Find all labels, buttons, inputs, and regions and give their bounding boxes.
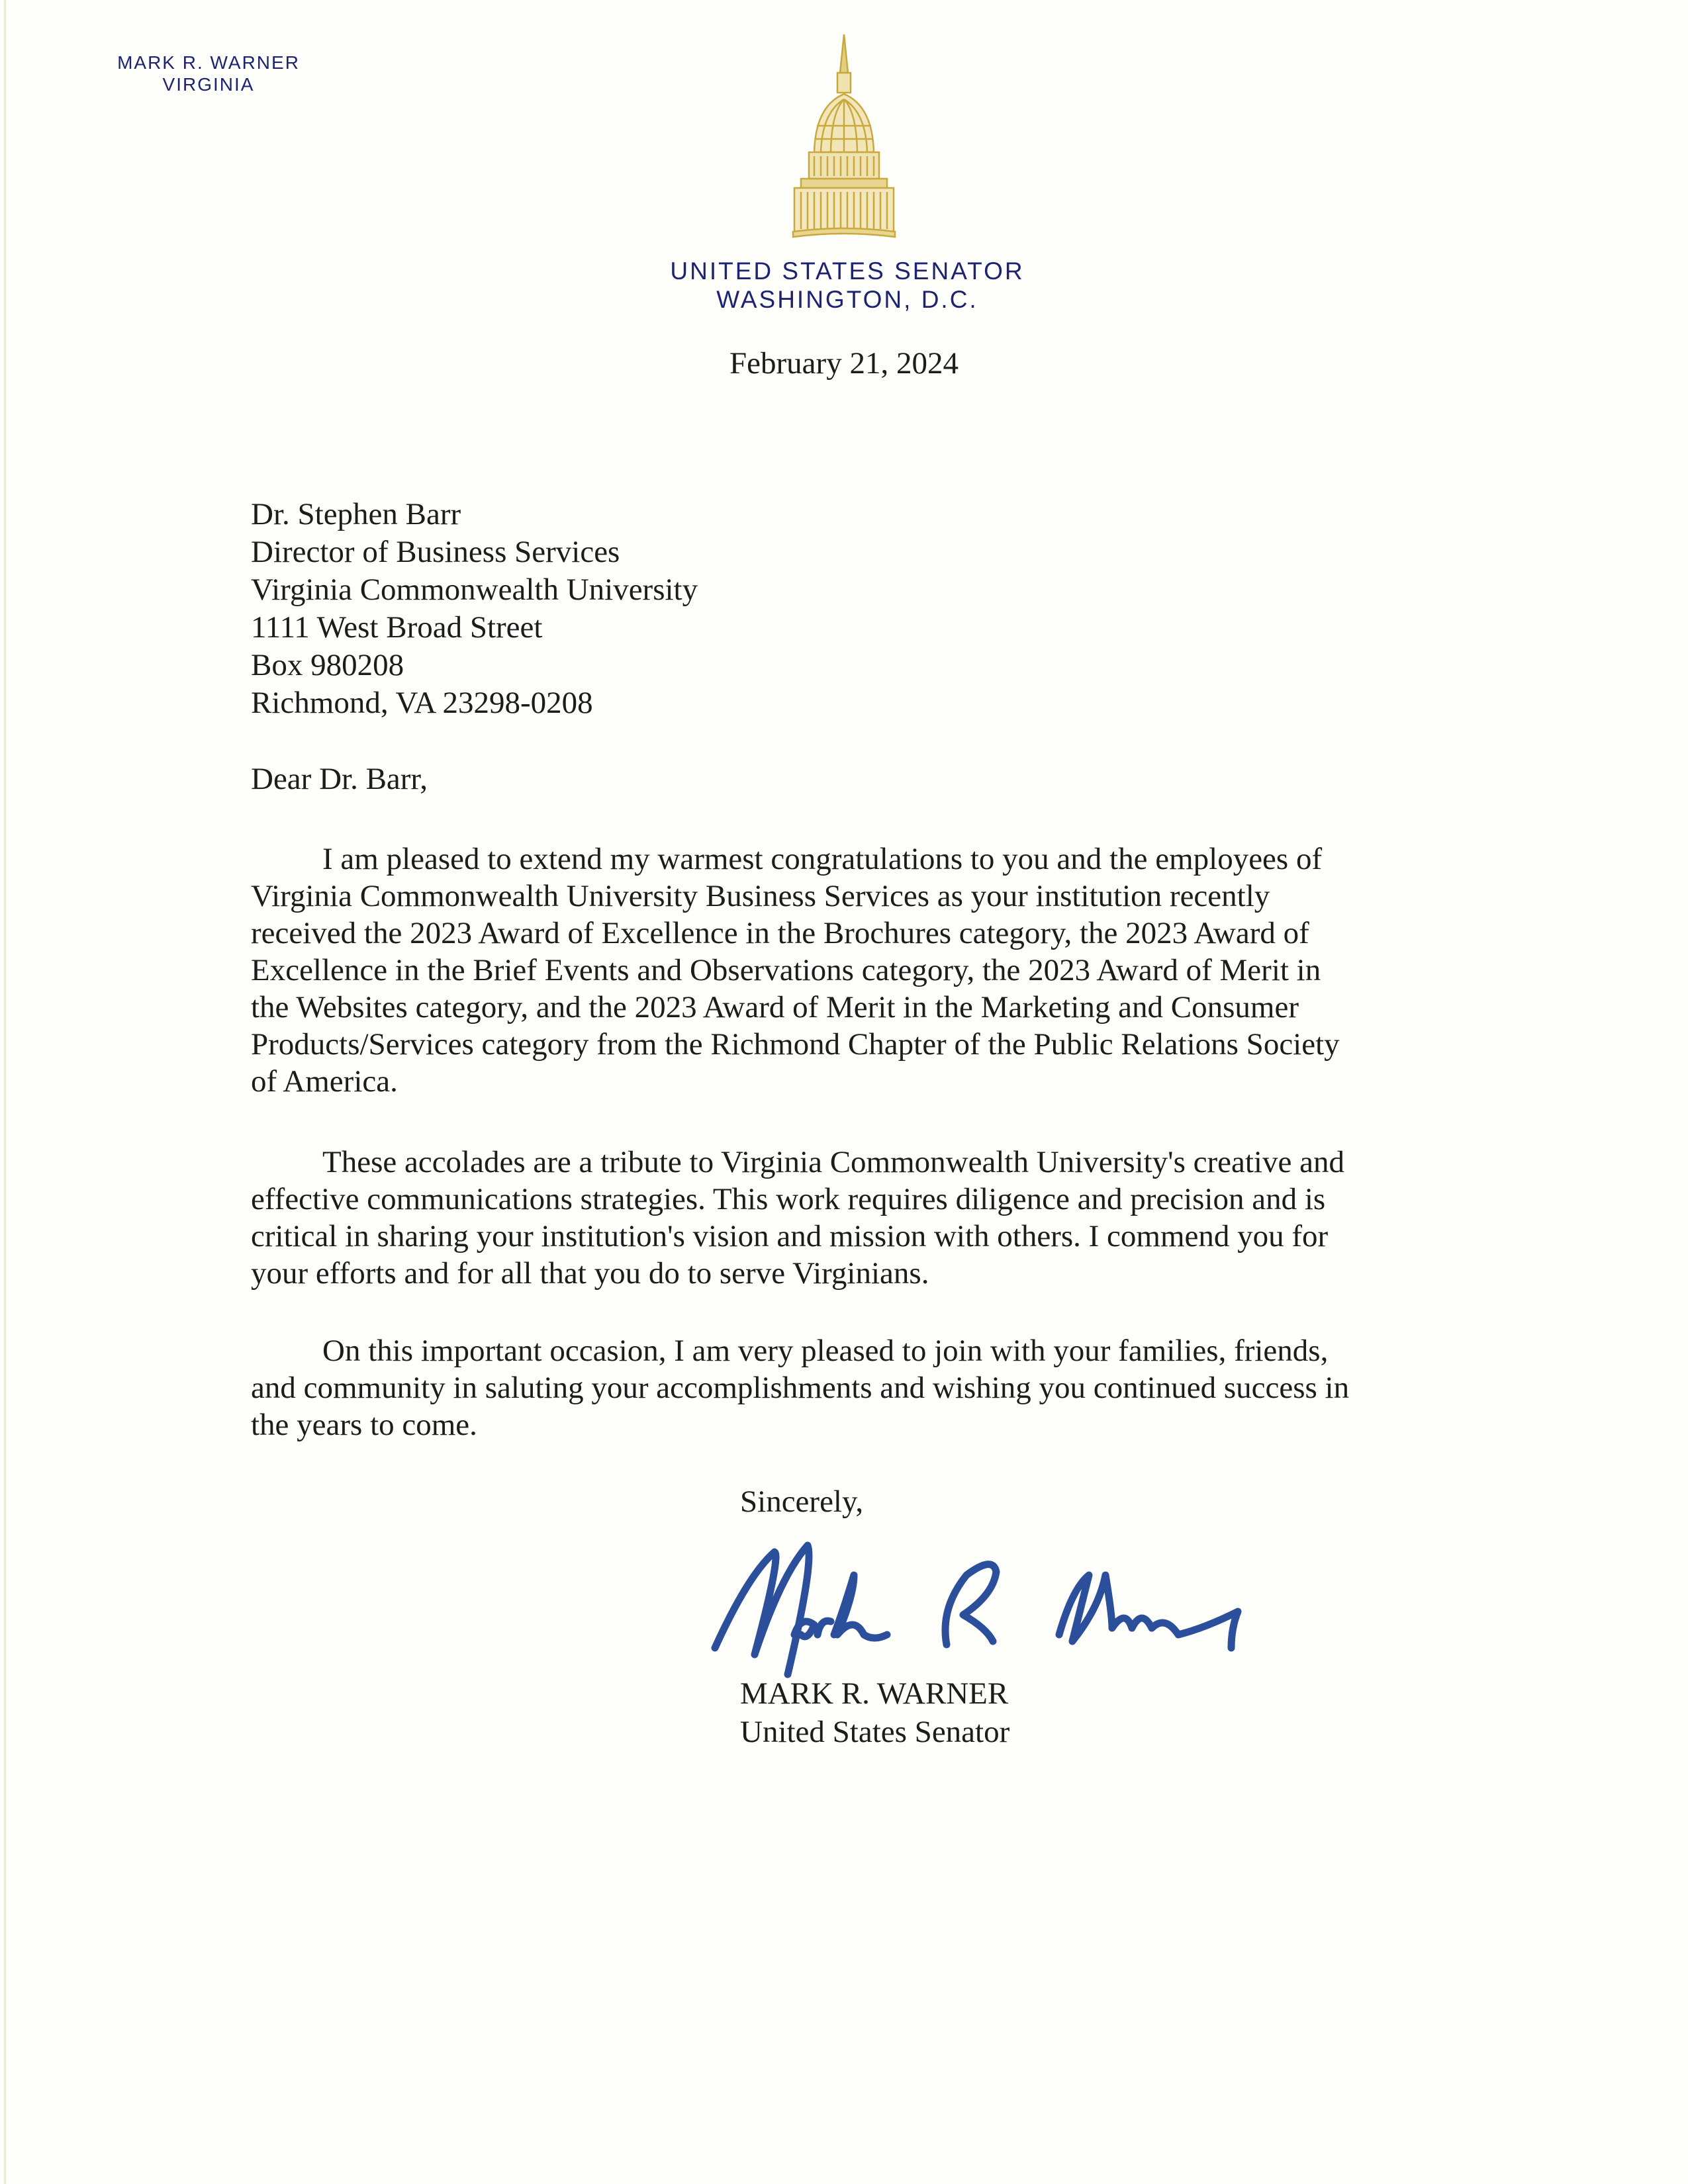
paragraph-line: Products/Services category from the Richmond Chapter of the Public Relations Society bbox=[251, 1027, 1340, 1062]
address-line: 1111 West Broad Street bbox=[251, 610, 543, 645]
letter-date: February 21, 2024 bbox=[729, 346, 959, 381]
address-line: Box 980208 bbox=[251, 648, 404, 682]
body-paragraph-2 bbox=[251, 1144, 1344, 1292]
signer-name: MARK R. WARNER bbox=[740, 1676, 1009, 1711]
body-paragraph-3 bbox=[251, 1332, 1349, 1443]
paragraph-line: I am pleased to extend my warmest congratulations to you and the employees of bbox=[322, 842, 1323, 876]
letterhead-left bbox=[99, 52, 318, 95]
signature-block bbox=[740, 1674, 1009, 1751]
address-line: Dr. Stephen Barr bbox=[251, 497, 461, 531]
letterhead-state: VIRGINIA bbox=[162, 74, 255, 95]
closing: Sincerely, bbox=[740, 1484, 864, 1519]
paragraph-line: received the 2023 Award of Excellence in the Brochures category, the 2023 Award of bbox=[251, 916, 1309, 950]
letterhead-center bbox=[583, 257, 1112, 314]
letterhead-location: WASHINGTON, D.C. bbox=[716, 286, 978, 313]
address-line: Director of Business Services bbox=[251, 535, 620, 569]
paragraph-line: the years to come. bbox=[251, 1408, 477, 1442]
body-paragraph-1 bbox=[251, 841, 1340, 1100]
recipient-address bbox=[251, 496, 698, 722]
paragraph-line: the Websites category, and the 2023 Award of Merit in the Marketing and Consumer bbox=[251, 990, 1299, 1024]
paragraph-line: critical in sharing your institution's vision and mission with others. I commend you for bbox=[251, 1219, 1329, 1253]
paragraph-line: Virginia Commonwealth University Business Services as your institution recently bbox=[251, 879, 1270, 913]
paragraph-line: Excellence in the Brief Events and Observations category, the 2023 Award of Merit in bbox=[251, 953, 1321, 987]
letterhead-senator-name: MARK R. WARNER bbox=[117, 52, 300, 73]
signature-image bbox=[702, 1535, 1284, 1681]
paragraph-line: These accolades are a tribute to Virginia Commonwealth University's creative and bbox=[322, 1145, 1344, 1179]
letterhead-title: UNITED STATES SENATOR bbox=[670, 257, 1025, 285]
paragraph-line: and community in saluting your accomplishments and wishing you continued success in bbox=[251, 1371, 1350, 1405]
paragraph-line: your efforts and for all that you do to serve Virginians. bbox=[251, 1256, 929, 1291]
paragraph-line: of America. bbox=[251, 1064, 398, 1099]
address-line: Richmond, VA 23298-0208 bbox=[251, 686, 593, 720]
salutation: Dear Dr. Barr, bbox=[251, 762, 428, 796]
address-line: Virginia Commonwealth University bbox=[251, 572, 698, 607]
capitol-dome-icon bbox=[774, 33, 914, 240]
paragraph-line: effective communications strategies. This work requires diligence and precision and is bbox=[251, 1182, 1326, 1216]
signer-title: United States Senator bbox=[740, 1715, 1010, 1749]
page-edge bbox=[4, 0, 6, 2184]
paragraph-line: On this important occasion, I am very pleased to join with your families, friends, bbox=[322, 1334, 1329, 1368]
